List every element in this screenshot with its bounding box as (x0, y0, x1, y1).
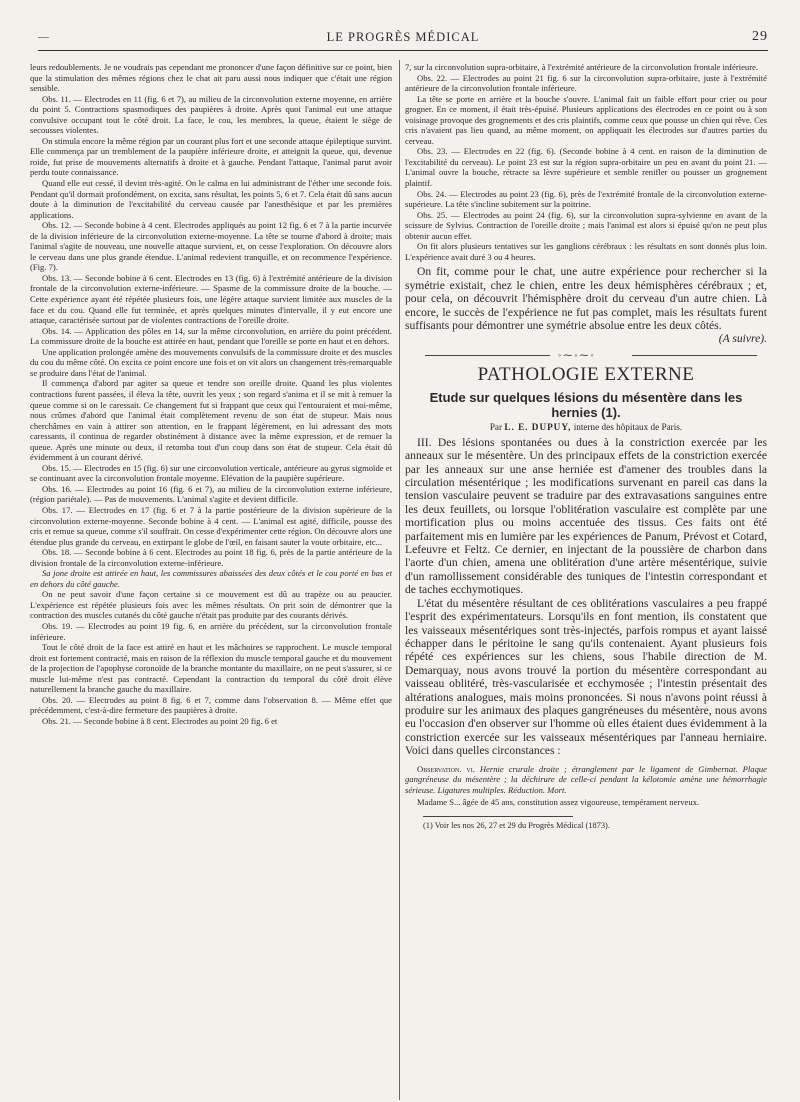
byline (405, 422, 767, 432)
left-column (30, 62, 392, 1092)
observation-14: Obs. 14. — Application des pôles en 14, sur la même circonvolution, en arrière du point précédent. La commissure droite de la bouche est attirée en haut, pendant que l'oreille se porte en haut et en dehors. (30, 325, 392, 347)
page-number: 29 (752, 29, 768, 44)
a-suivre: (A suivre). (718, 332, 767, 346)
section-divider-ornament: ◦⁓◦⁓◦ (425, 352, 757, 360)
observation-16: Obs. 16. — Electrodes au point 16 (fig. 6 et 7), au milieu de la circonvolution externe inférieure, (région pariétale). — Pas de mouvements. L'animal s'agite et devient difficile. (30, 483, 392, 505)
observation-15: Obs. 15. — Electrodes en 15 (fig. 6) sur une circonvolution verticale, antérieure au gyrus sigmoïde et se continuant avec la circonvolution frontale moyenne. Elévation de la paupière supérieure. (30, 462, 392, 484)
paragraph: Il commença d'abord par agiter sa queue et tendre son oreille droite. Quand les plus violentes contractions furent passées, il éleva la tête, ouvrit les yeux ; son regard s'anima et il se mit à remuer la queue comme si on le caressait. Ce changement fut si frappant que ceux qui l'entouraient et moi-même, nous crûmes d'abord que l'animal était complètement revenu de son état de stupeur. Mais nous cherchâmes en vain à attirer son attention, en le frappant légèrement, en lui adressant des mots caressants, il continua de regarder obstinément à distance avec la même expression, et de remuer la queue. Après une minute ou deux, il retomba tout d'un coup dans son état de stupeur. Cela était dû évidemment à un courant dérivé. (30, 378, 392, 463)
observation-label: Observation. vi. (417, 763, 475, 774)
conclusion (405, 265, 767, 345)
byline-prefix: Par (489, 421, 503, 432)
paragraph: 7, sur la circonvolution supra-orbitaire, à l'extrémité antérieure de la circonvolution frontale inférieure. (405, 62, 759, 72)
byline-suffix: interne des hôpitaux de Paris. (573, 421, 683, 432)
observation-21: Obs. 21. — Seconde bobine à 8 cent. Electrodes au point 20 fig. 6 et (42, 715, 278, 726)
observation-22: Obs. 22. — Electrodes au point 21 fig. 6 sur la circonvolution supra-orbitaire, juste à l'extrémité antérieure de la circonvolution frontale inférieure. (405, 72, 767, 94)
paragraph: Une application prolongée amène des mouvements convulsifs de la commissure droite et des muscles du cou du même côté. On excita ce point encore une fois et on vit alors un changement très-remarquable se produire dans l'état de l'animal. (30, 346, 392, 378)
observation-12: Obs. 12. — Seconde bobine à 4 cent. Electrodes appliqués au point 12 fig. 6 et 7 à la partie incurvée de la division inférieure de la circonvolution externe-moyenne. La tête se tourne d'abord à droite; mais l'animal s'agite de nouveau, une nouvelle attaque survient, et, on cesse l'exploration. On découvre alors le cerveau dans une plus grande étendue. L'animal redevient tranquille, et on recommence l'expérience. (Fig. 7). (30, 220, 392, 273)
column-divider (399, 60, 400, 1100)
article-paragraph: L'état du mésentère résultant de ces oblitérations vasculaires a peu frappé l'esprit des expérimentateurs. Lorsqu'ils en font mention, ils constatent que les vaisseaux mésentériques sont très-injectés, parfois rompus et ayant laissé échapper dans le péritoine le sang qu'ils contenaient. Ayant plusieurs fois répété ces expériences sur les chiens, sous l'habile direction de M. Demarquay, nous avons trouvé la portion du mésentère correspondant au vaisseau oblitéré, très-vascularisée et ecchymosée ; l'intestin présentait des altérations analogues, mais moins prononcées. Si nous n'avons point réussi à produire sur les animaux des plaques gangréneuses du mésentère, nous avons eu l'occasion d'en observer sur l'homme où elles étaient dues évidemment à la constriction exercée sur les vaisseaux mésentériques par l'anneau herniaire. Voici dans quelles circonstances : (405, 596, 767, 758)
observation-vi (405, 764, 767, 808)
right-column-continuation (405, 62, 767, 262)
header-left-mark: — (38, 31, 50, 43)
paragraph: On fit alors plusieurs tentatives sur les ganglions cérébraux : les résultats en sont donnés plus loin. L'expérience avait duré 3 ou 4 heures. (405, 241, 767, 262)
observation-body: Madame S... âgée de 45 ans, constitution assez vigoureuse, tempérament nerveux. (417, 797, 700, 808)
observation-25: Obs. 25. — Electrodes au point 24 (fig. 6), sur la circonvolution supra-sylvienne en avant de la scissure de Sylvius. Contraction de l'oreille droite ; mais l'animal est alors si épuisé qu'on ne peut plus obtenir aucun effet. (405, 209, 767, 241)
observation-24: Obs. 24. — Electrodes au point 23 (fig. 6), près de l'extrémité frontale de la circonvolution externe-supérieure. La tête s'incline subitement sur la poitrine. (405, 188, 767, 210)
right-column (405, 62, 767, 1092)
article-body (405, 436, 767, 758)
journal-title: LE PROGRÈS MÉDICAL (326, 30, 480, 44)
article-title: Etude sur quelques lésions du mésentère dans les hernies (1). (429, 389, 743, 420)
observation-18: Obs. 18. — Seconde bobine à 6 cent. Electrodes au point 18 fig. 6, près de la partie antérieure de la division frontale de la circonvolution externe-inférieure. (30, 547, 392, 568)
paragraph: On ne peut savoir d'une façon certaine si ce mouvement est dû au trapèze ou au peaucier. L'expérience est répétée plusieurs fois avec les mêmes résultats. On prit soin de démontrer que la contraction des muscles cutanés du côté gauche n'était pas produite par des courants dérivés. (30, 589, 392, 621)
footnote: (1) Voir les nos 26, 27 et 29 du Progrès Médical (1873). (423, 820, 610, 830)
observation-13: Obs. 13. — Seconde bobine à 6 cent. Electrodes en 13 (fig. 6) à l'extrémité antérieure de la division frontale de la circonvolution externe-inférieure. — Spasme de la commissure droite de la bouche. — Cette expérience ayant été répétée plusieurs fois, une légère attaque survient limitée aux muscles de la face et du cou. Quand elle fut terminée, et après quelques minutes d'intervalle, il y eut encore une attaque, caractérisée surtout par de violentes contractions de l'oreille droite. (30, 272, 392, 326)
paragraph: Quand elle eut cessé, il devint très-agité. On le calma en lui administrant de l'éther une seconde fois. Pendant qu'il dormait profondément, on excita, sans résultat, les points 5, 6 et 7. Cela était dû sans aucun doute à la diminution de l'excitabilité du cerveau causée par l'anesthésique et par les premières applications. (30, 178, 392, 220)
observation-19: Obs. 19. — Electrodes au point 19 fig. 6, en arrière du précédent, sur la circonvolution frontale inférieure. (30, 620, 392, 642)
article-paragraph: III. Des lésions spontanées ou dues à la constriction exercée par les anneaux sur le mésentère. Un des principaux effets de la constriction exercée par les anneaux sur une anse herniée est d'amener des troubles dans la circulation mésentérique ; les modifications survenant en pareil cas dans la tension vasculaire peuvent se traduire par des extravasations sanguines entre les deux feuillets, ou lorsque l'oblitération vasculaire est complète par une mortification plus ou moins accentuée des tissus. Ces faits ont été parfaitement mis en lumière par les expériences de Panum, Prévost et Cotard, Lefeuvre et Feltz. Ce dernier, en injectant de la poussière de charbon dans l'aorte d'un chien, amena une oblitération d'une artère mésentérique, suivie d'un ramollissement considérable des tuniques de l'intestin correspondant et de taches ecchymotiques. (405, 435, 767, 597)
observation-23: Obs. 23. — Electrodes en 22 (fig. 6). (Seconde bobine à 4 cent. en raison de la diminution de l'excitabilité du cerveau). Le point 23 est sur la région supra-orbitaire un peu en avant du point 21. — L'animal ouvre la bouche, rétracte sa lèvre supérieure et semble renifler ou pousser un grognement plaintif. (405, 146, 767, 189)
observation-11: Obs. 11. — Electrodes en 11 (fig. 6 et 7), au milieu de la circonvolution externe moyenne, en arrière du point 5. Contractions spasmodiques des paupières à droite. Après quoi l'animal eut une attaque convulsive occupant tout le côté droit. La face, le cou, les membres, la queue, étaient le siège de secousses violentes. (30, 93, 392, 136)
footnote-rule (423, 816, 573, 817)
paragraph: Sa jone droite est attirée en haut, les commissures abaissées des deux côtés et le cou porté en bas et en dehors du côté gauche. (30, 568, 392, 589)
section-title: PATHOLOGIE EXTERNE (477, 363, 695, 385)
observation-title: Hernie crurale droite ; étranglement par le ligament de Gimbernat. Plaque gangréneuse du mésentère ; la déchirure de celle-ci pendant la kélotomie amène une hémorrhagie sérieuse. Ligatures multiples. Réduction. Mort. (405, 763, 767, 795)
page-header (38, 28, 768, 51)
observation-17: Obs. 17. — Electrodes en 17 (fig. 6 et 7 à la partie postérieure de la division supérieure de la circonvolution externe-moyenne. Seconde bobine à 4 cent. — L'animal est agité, difficile, pousse des cris et remue sa queue, comme s'il souffrait. On cesse d'expérimenter cette région. On découvre alors une étendue plus grande du cerveau, en extirpant le globe de l'œil, en faisant sauter la voute orbitaire, etc... (30, 504, 392, 547)
paragraph: La tête se porte en arrière et la bouche s'ouvre. L'animal fait un faible effort pour crier ou pour grogner. En ce moment, il était très-épuisé. Plusieurs applications des électrodes en ce point ou à son voisinage provoque des grognements et des cris plaintifs, comme ceux que pousse un chien qui rêve. Ces cris n'avaient pas lieu quand, au même moment, on appliquait les électrodes sur d'autres parties du cerveau. (405, 93, 767, 146)
byline-author: L. E. DUPUY, (504, 421, 572, 432)
paragraph: Tout le côté droit de la face est attiré en haut et les mâchoires se rapprochent. Le muscle temporal droit est fortement contracté, mais en raison de la réflexion du muscle temporal gauche et du mouvement de la projection de l'apophyse coronoïde de la branche montante du maxillaire, on ne peut s'assurer, si ce muscle lui-même n'est pas contracté. Cependant la contraction du temporal du côté droit élève naturellement la branche gauche du maxillaire. (30, 642, 392, 695)
paragraph: leurs redoublements. Je ne voudrais pas cependant me prononcer d'une façon définitive sur ce point, bien que la stimulation des mêmes régions chez le chat ait paru aussi nous indiquer que c'était une région sensible. (30, 62, 392, 94)
observation-20: Obs. 20. — Electrodes au point 8 fig. 6 et 7, comme dans l'observation 8. — Même effet que précédemment, c'est-à-dire fermeture des paupières à droite. (30, 694, 392, 716)
paragraph: On stimula encore la même région par un courant plus fort et une seconde attaque épileptique survint. Elle commença par un tremblement de la paupière inférieure droite, et atteignit la queue, qui, devenue roide, fut prise de mouvements alternatifs à droite et à gauche. Pendant l'attaque, l'animal parut avoir perdu toute connaissance. (30, 135, 392, 178)
conclusion-paragraph: On fit, comme pour le chat, une autre expérience pour rechercher si la symétrie existait, chez le chien, entre les deux hémisphères cérébraux ; et, pour cela, on découvrit l'hémisphère droit du cerveau d'un autre chien. Là encore, le succès de l'expérience ne fut pas complet, mais les résultats furent suffisants pour démontrer une symétrie absolue entre les deux côtés. (405, 265, 767, 333)
